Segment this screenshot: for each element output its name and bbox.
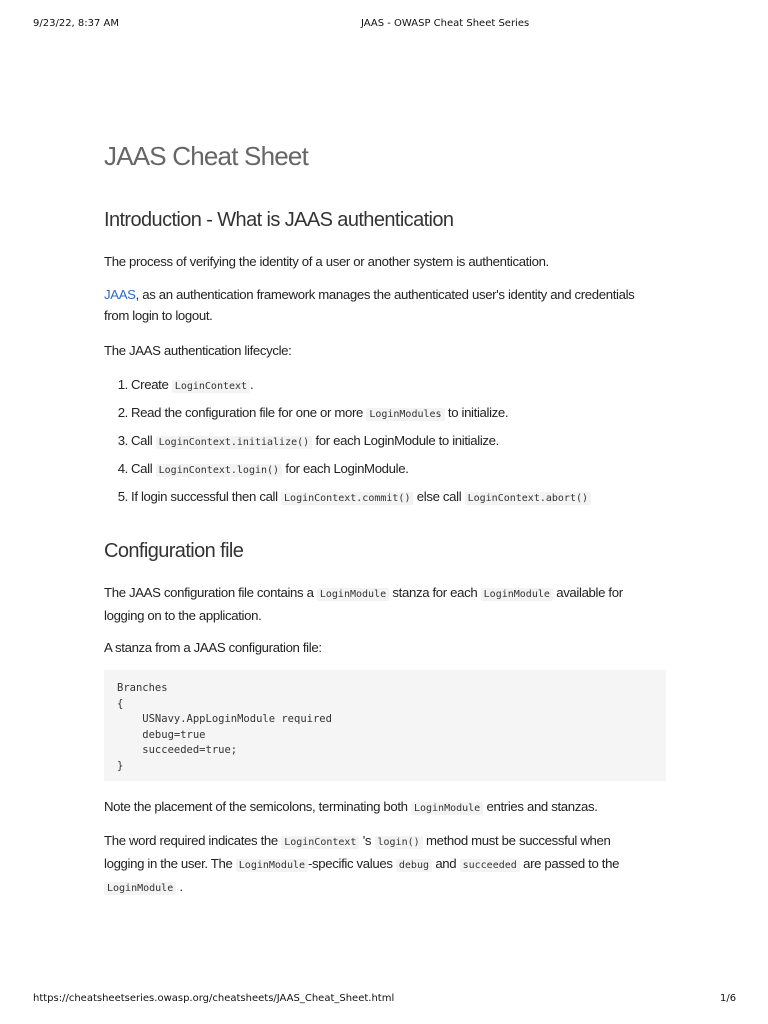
config-paragraph-3: Note the placement of the semicolons, terminating both LoginModule entries and stanzas. [104, 799, 598, 814]
intro-paragraph-2-text: , as an authentication framework manages the authenticated user's identity and credentials [135, 287, 635, 302]
intro-heading: Introduction - What is JAAS authentication [104, 209, 454, 231]
config-paragraph-1: The JAAS configuration file contains a LoginModule stanza for each LoginModule available for logging on to the application. [104, 585, 623, 623]
config-heading: Configuration file [104, 540, 244, 562]
print-doc-title: JAAS - OWASP Cheat Sheet Series [361, 18, 530, 29]
intro-paragraph-2-text-line2: from login to logout. [104, 308, 213, 323]
inline-code: succeeded [460, 859, 520, 872]
config-paragraph-4: The word required indicates the LoginContext 's login() method must be successful when logging in the user. The LoginModule -specific values debug and succeeded are passed to the LoginModule . [104, 833, 620, 894]
inline-code: LoginContext [281, 836, 359, 849]
intro-paragraph-2 [104, 284, 664, 326]
inline-code: LoginModules [366, 408, 444, 421]
list-item: 1. Create LoginContext . [117, 377, 254, 392]
intro-paragraph-3: The JAAS authentication lifecycle: [104, 343, 292, 358]
page-number: 1/6 [720, 993, 737, 1004]
jaas-link[interactable]: JAAS [104, 287, 136, 302]
inline-code: login() [375, 836, 423, 849]
inline-code: debug [396, 859, 432, 872]
inline-code: LoginContext.initialize() [156, 436, 313, 449]
print-url: https://cheatsheetseries.owasp.org/cheatsheets/JAAS_Cheat_Sheet.html [33, 993, 395, 1004]
inline-code: LoginContext [172, 380, 250, 393]
code-block: Branches { USNavy.AppLoginModule required debug=true succeeded=true; } [104, 670, 666, 781]
print-datetime: 9/23/22, 8:37 AM [33, 18, 120, 29]
inline-code: LoginModule [104, 882, 176, 895]
page-title: JAAS Cheat Sheet [104, 141, 308, 171]
inline-code: LoginModule [411, 802, 483, 815]
lifecycle-list [104, 374, 664, 514]
list-item: 5. If login successful then call LoginContext.commit() else call LoginContext.abort() [104, 486, 664, 514]
inline-code: LoginContext.login() [156, 464, 282, 477]
list-item: 2. Read the configuration file for one or more LoginModules to initialize. [117, 405, 509, 420]
config-paragraph-2: A stanza from a JAAS configuration file: [104, 640, 322, 655]
intro-paragraph-1: The process of verifying the identity of a user or another system is authentication. [104, 254, 549, 269]
inline-code: LoginModule [317, 588, 389, 601]
inline-code: LoginModule [481, 588, 553, 601]
list-item: 3. Call LoginContext.initialize() for each LoginModule to initialize. [117, 433, 499, 448]
inline-code: LoginModule [236, 859, 308, 872]
inline-code: LoginContext.commit() [281, 492, 413, 505]
inline-code: LoginContext.abort() [465, 492, 591, 505]
list-item: 4. Call LoginContext.login() for each LoginModule. [117, 461, 409, 476]
